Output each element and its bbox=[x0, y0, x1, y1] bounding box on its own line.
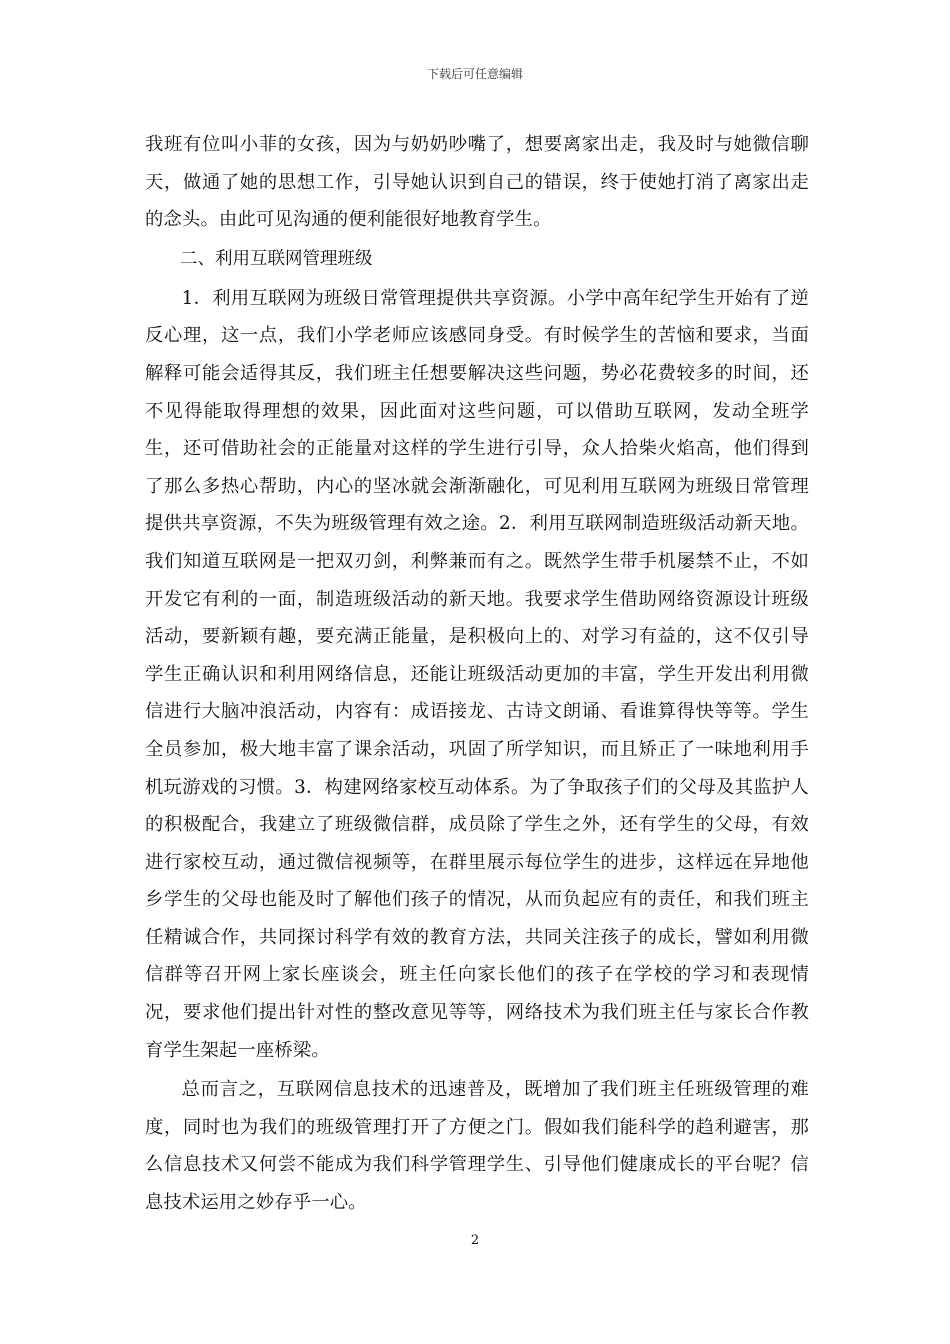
paragraph-continuation: 我班有位叫小菲的女孩，因为与奶奶吵嘴了，想要离家出走，我及时与她微信聊天，做通了她的思想工作，引导她认识到自己的错误，终于使她打消了离家出走的念头。由此可见沟通的便利能很好地教育学生。 bbox=[145, 134, 809, 231]
page-number: 2 bbox=[470, 1233, 480, 1248]
section-heading: 二、利用互联网管理班级 bbox=[180, 248, 373, 269]
paragraph-main: 1．利用互联网为班级日常管理提供共享资源。小学中高年纪学生开始有了逆反心理，这一点，我们小学老师应该感同身受。有时候学生的苦恼和要求，当面解释可能会适得其反，我们班主任想要解决这些问题，势必花费较多的时间，还不见得能取得理想的效果，因此面对这些问题，可以借助互联网，发动全班学生，还可借助社会的正能量对这样的学生进行引导，众人拾柴火焰高，他们得到了那么多热心帮助，内心的坚冰就会渐渐融化，可见利用互联网为班级日常管理提供共享资源，不失为班级管理有效之途。2．利用互联网制造班级活动新天地。我们知道互联网是一把双刃剑，利弊兼而有之。既然学生带手机屡禁不止，不如开发它有利的一面，制造班级活动的新天地。我要求学生借助网络资源设计班级活动，要新颖有趣，要充满正能量，是积极向上的、对学习有益的，这不仅引导学生正确认识和利用网络信息，还能让班级活动更加的丰富，学生开发出利用微信进行大脑冲浪活动，内容有：成语接龙、古诗文朗诵、看谁算得快等等。学生全员参加，极大地丰富了课余活动，巩固了所学知识，而且矫正了一味地利用手机玩游戏的习惯。3．构建网络家校互动体系。为了争取孩子们的父母及其监护人的积极配合，我建立了班级微信群，成员除了学生之外，还有学生的父母，有效进行家校互动，通过微信视频等，在群里展示每位学生的进步，这样远在异地他乡学生的父母也能及时了解他们孩子的情况，从而负起应有的责任，和我们班主任精诚合作，共同探讨科学有效的教育方法，共同关注孩子的成长，譬如利用微信群等召开网上家长座谈会，班主任向家长他们的孩子在学校的学习和表现情况，要求他们提出针对性的整改意见等等，网络技术为我们班主任与家长合作教育学生架起一座桥梁。 bbox=[145, 287, 809, 1061]
paragraph-conclusion: 总而言之，互联网信息技术的迅速普及，既增加了我们班主任班级管理的难度，同时也为我们的班级管理打开了方便之门。假如我们能科学的趋利避害，那么信息技术又何尝不能成为我们科学管理学生、引导他们健康成长的平台呢？信息技术运用之妙存乎一心。 bbox=[145, 1079, 809, 1214]
page-header: 下载后可任意编辑 bbox=[426, 67, 523, 81]
document-body bbox=[145, 126, 809, 1224]
